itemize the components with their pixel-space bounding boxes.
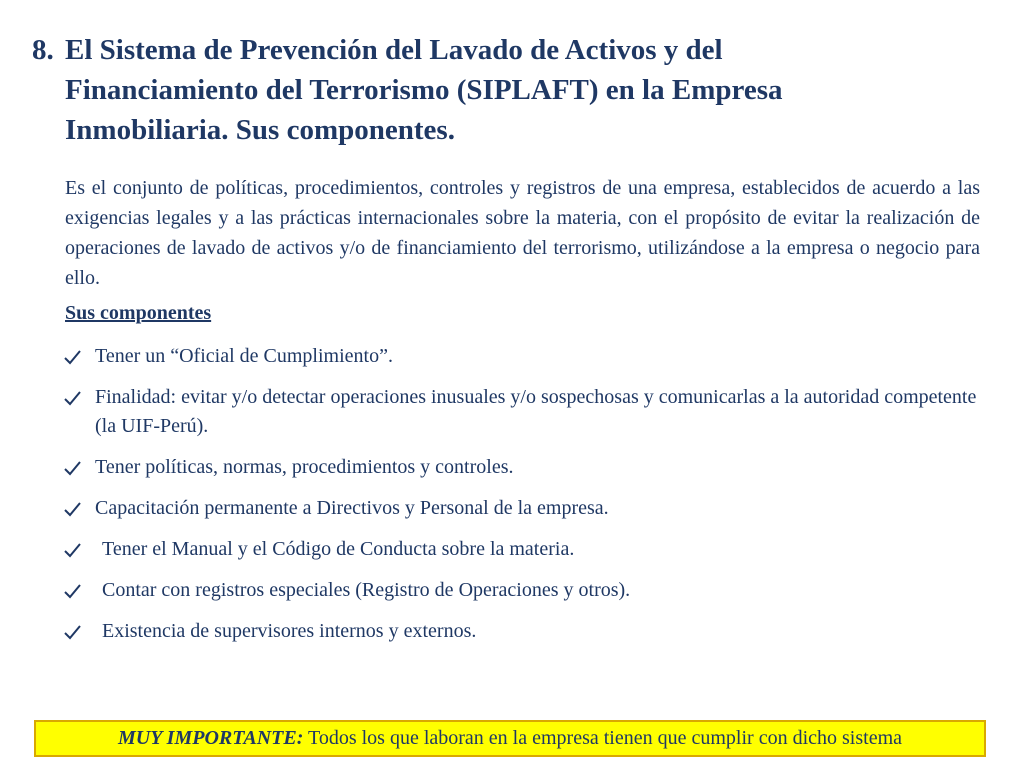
title-number: 8. (32, 34, 54, 66)
components-heading: Sus componentes (65, 302, 212, 324)
list-item (64, 383, 994, 441)
component-text-1: Tener un “Oficial de Cumplimiento”. (95, 345, 393, 367)
list-item (64, 342, 994, 371)
important-notice-box (34, 720, 986, 757)
important-text: Todos los que laboran en la empresa tienen que cumplir con dicho sistema (303, 727, 902, 749)
checkmark-icon (64, 576, 86, 605)
checkmark-icon (64, 535, 86, 564)
list-item (64, 535, 994, 564)
intro-paragraph: Es el conjunto de políticas, procedimientos, controles y registros de una empresa, establecidos de acuerdo a las exigencias legales y a las prácticas internacionales sobre la materia, con el propósito de evitar la realización de operaciones de lavado de activos y/o de financiamiento del terrorismo, utilizándose a la empresa o negocio para ello. (65, 177, 980, 289)
component-text-6: Contar con registros especiales (Registro de Operaciones y otros). (102, 579, 631, 601)
component-text-2: Finalidad: evitar y/o detectar operaciones inusuales y/o sospechosas y comunicarlas a la autoridad competente (la UIF-Perú). (95, 386, 977, 437)
component-text-4: Capacitación permanente a Directivos y Personal de la empresa. (95, 497, 609, 519)
checkmark-icon (64, 617, 86, 646)
component-text-3: Tener políticas, normas, procedimientos y controles. (95, 456, 514, 478)
list-item (64, 576, 994, 605)
important-label: MUY IMPORTANTE: (117, 727, 304, 749)
checkmark-icon (64, 342, 86, 371)
list-item (64, 494, 994, 523)
list-item (64, 453, 994, 482)
title-line-2: Financiamiento del Terrorismo (SIPLAFT) en la Empresa (65, 74, 783, 106)
slide-title (32, 30, 932, 150)
title-line-3: Inmobiliaria. Sus componentes. (65, 114, 455, 146)
checkmark-icon (64, 494, 86, 523)
component-text-5: Tener el Manual y el Código de Conducta sobre la materia. (102, 538, 575, 560)
title-line-1: El Sistema de Prevención del Lavado de Activos y del (65, 34, 723, 66)
component-text-7: Existencia de supervisores internos y externos. (102, 620, 477, 642)
list-item (64, 617, 994, 646)
components-list (64, 342, 994, 658)
checkmark-icon (64, 453, 86, 482)
checkmark-icon (64, 383, 86, 412)
